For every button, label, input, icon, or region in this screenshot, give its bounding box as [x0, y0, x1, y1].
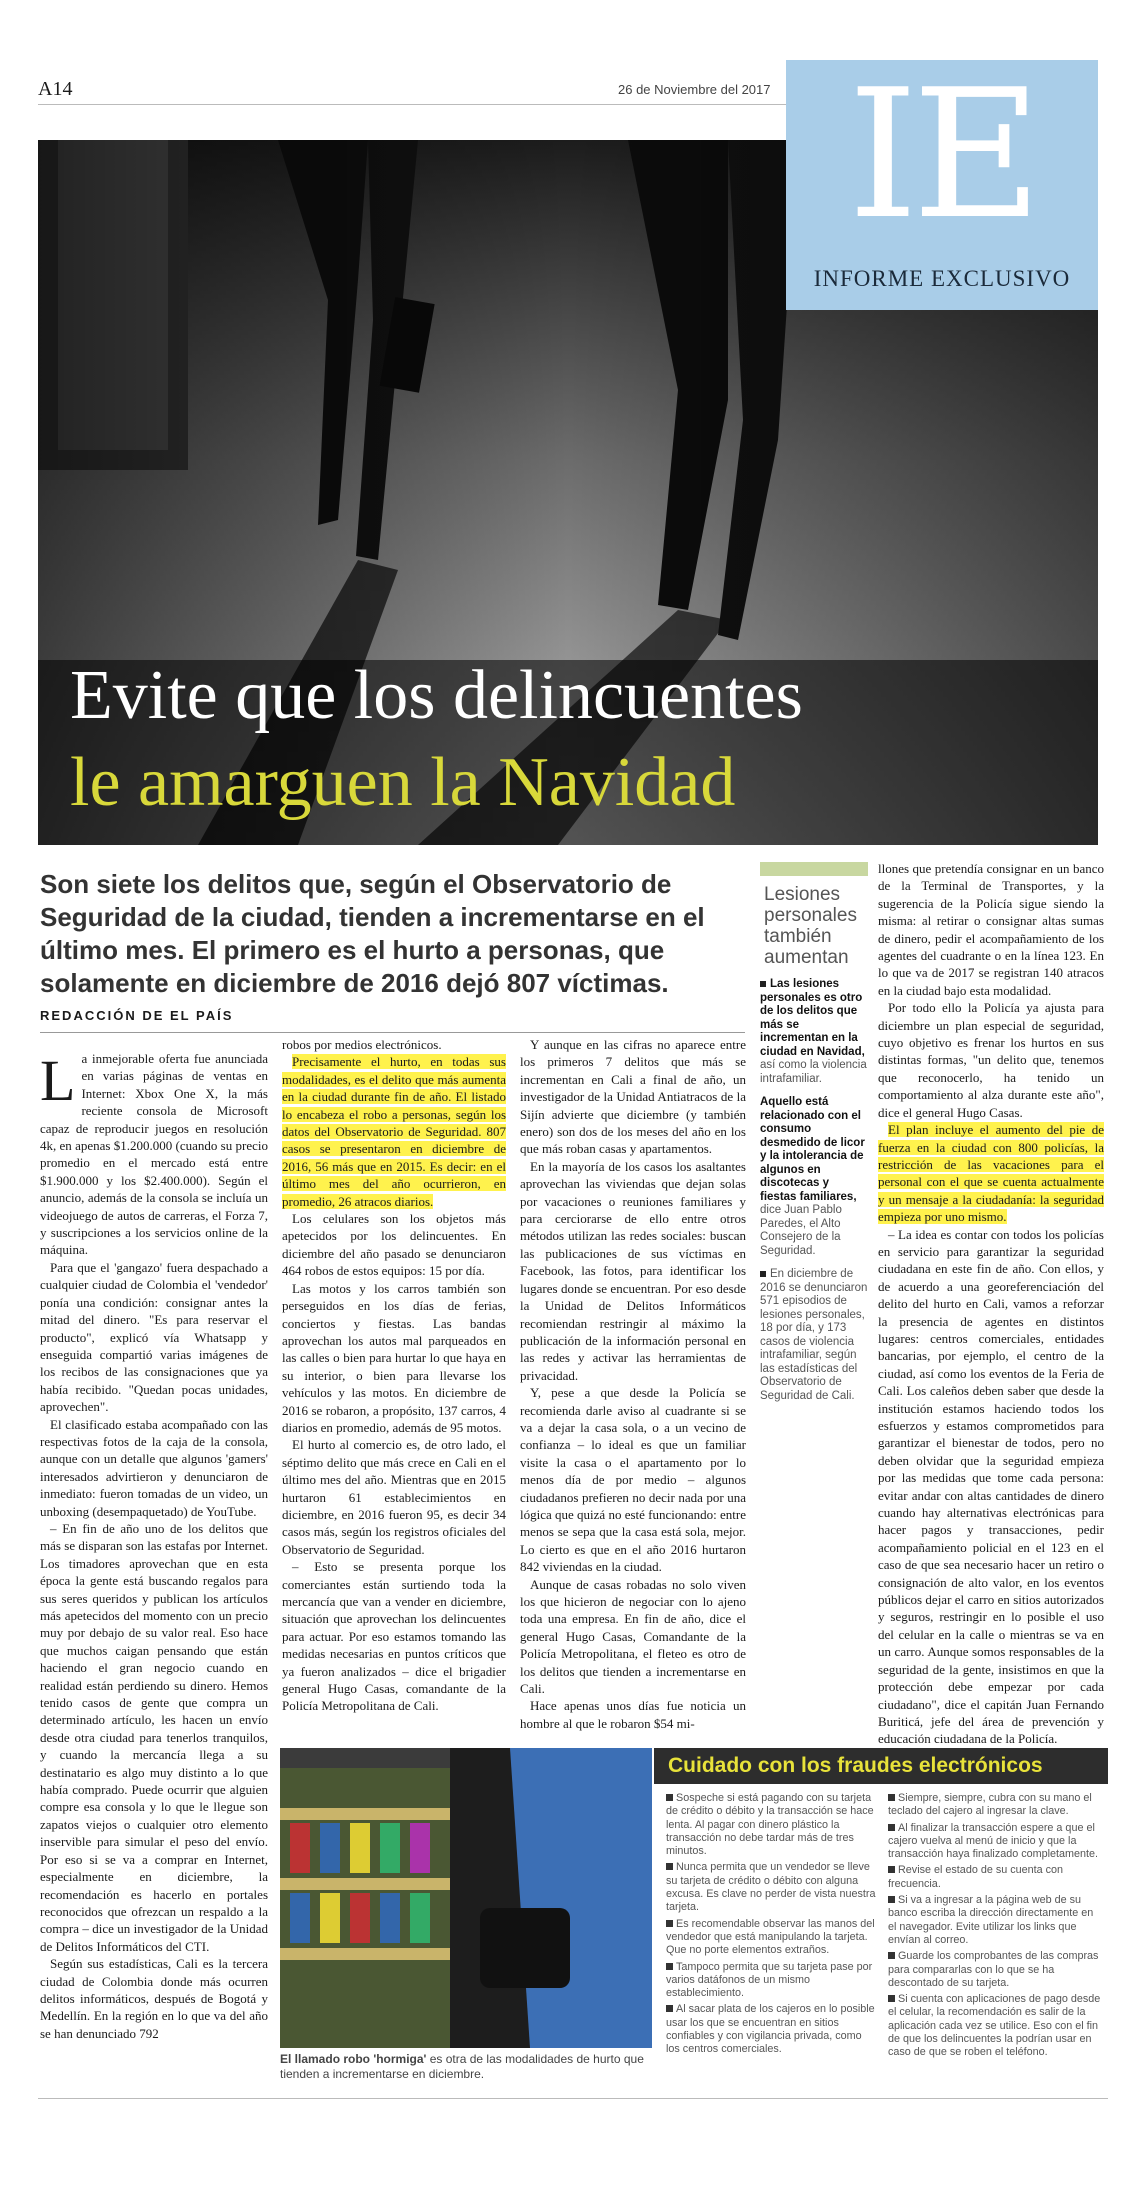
sidebar-item	[760, 1096, 868, 1258]
fraud-tip-text: Si cuenta con aplicaciones de pago desde el celular, la recomendación es salir de la aplicación cada vez se utilice. Eso con el fin de que los delincuentes la podrían usar en caso de que se roben el teléfono.	[888, 1993, 1101, 2059]
article-column-2	[282, 1036, 506, 1715]
paragraph: Las motos y los carros también son perseguidos en los días de ferias, conciertos y fiestas. Las bandas aprovechan los autos mal parqueados en las calles o bien para hurtar lo que haya en su interior, o bien para llevarse los vehículos y las motos. En diciembre de 2016 se robaron, a propósito, 137 carros, 4 diarios en promedio, además de 95 motos.	[282, 1280, 506, 1435]
logo-letters: IE	[847, 51, 1037, 258]
fraud-tip-text: Guarde los comprobantes de las compras para compararlas con lo que se ha descontado de su tarjeta.	[888, 1950, 1099, 1989]
fraud-tips-right	[888, 1792, 1102, 2063]
bullet-square-icon	[666, 1794, 673, 1801]
byline-rule	[40, 1032, 745, 1033]
paragraph: Según sus estadísticas, Cali es la tercera ciudad de Colombia donde más ocurren delitos informáticos, después de Bogotá y Medellín. En la región en lo que va del año se han denunciado 792	[40, 1956, 268, 2041]
paragraph: Los celulares son los objetos más apetecidos por los delincuentes. En diciembre del año pasado se denunciaron 464 robos de estos equipos: 15 por día.	[282, 1211, 506, 1279]
bullet-square-icon	[888, 1824, 895, 1831]
photo-caption	[280, 2052, 652, 2082]
caption-text: es otra de las modalidades de hurto que tienden a incrementarse en diciembre.	[280, 2052, 644, 2081]
fraud-tip-text: Al finalizar la transacción espere a que el cajero vuelva al menú de inicio y que la transacción haya finalizado completamente.	[888, 1821, 1099, 1861]
bullet-square-icon	[666, 1920, 673, 1927]
paragraph: En la mayoría de los casos los asaltantes aprovechan las viviendas que dejan solas por vacaciones o reuniones familiares y para cerciorarse de ello entre otros métodos utilizan las redes sociales: buscan las publicaciones de sus víctimas en Facebook, las fotos, para identificar los lugares donde se encuentran. Por eso desde la Unidad de Delitos Informáticos recomiendan restringir al máximo la publicación de la información personal en las redes y activar las herramientas de privacidad.	[520, 1158, 746, 1383]
fraud-tip	[666, 1792, 876, 1858]
fraud-tip	[666, 1961, 876, 2001]
headline-line-1: Evite que los delincuentes	[70, 657, 803, 734]
fraud-tip-text: Si va a ingresar a la página web de su banco escriba la dirección directamente en el navegador. Evite utilizar los links que envían al correo.	[888, 1894, 1094, 1946]
highlighted-text: Precisamente el hurto, en todas sus modalidades, es el delito que más aumenta en la ciudad durante fin de año. El listado lo encabeza el robo a personas, según los datos del Observatorio de Seguridad. 807 casos se presentaron en diciembre de 2016, 56 más que en 2015. Es decir: en el último mes del año ocurrieron, en promedio, 26 atracos diarios.	[282, 1054, 506, 1209]
paragraph: robos por medios electrónicos.	[282, 1037, 442, 1052]
paragraph: Y aunque en las cifras no aparece entre los primeros 7 delitos que más se incrementan en Cali a final de año, un investigador de la Unidad Antiatracos de la Sijín advierte que diciembre (y también enero) son dos de los meses del año en los que más roban casas y apartamentos.	[520, 1037, 746, 1157]
highlighted-text: El plan incluye el aumento del pie de fuerza en la ciudad con 800 policías, la restricción de las vacaciones para el personal con el que se cuenta actualmente y un mensaje a la ciudadanía: la seguridad empieza por uno mismo.	[878, 1122, 1104, 1225]
fraud-tip	[666, 1918, 876, 1958]
paragraph: – En fin de año uno de los delitos que más se disparan son las estafas por Internet. Los timadores aprovechan que en esta época la gente está buscando regalos para sus seres queridos y publican los artículos más apetecidos del momento con un precio muy por debajo de su valor real. Eso hace que muchos caigan pensando que están haciendo el gran negocio cuando en realidad están perdiendo su dinero. Hemos tenido casos de gente que compra un determinado artículo, les hacen un envío desde otra ciudad para tenerlos tranquilos, y cuando la mercancía llega a su destinatario es algo muy distinto a lo que había comprado. Puede ocurrir que alguien compre esa consola y lo que le llegue son zapatos viejos o cualquier otro elemento inservible para simular el peso del envío. Por eso si se va a comprar en Internet, especialmente en diciembre, la recomendación es hacerlo en portales reconocidos que ofrezcan un respaldo a la compra – dice un investigador de la Unidad de Delitos Informáticos del CTI.	[40, 1520, 268, 1954]
fraud-tip-text: Revise el estado de su cuenta con frecuencia.	[888, 1864, 1064, 1890]
sidebar-item-text: así como la violencia intrafamiliar.	[760, 1059, 867, 1085]
fraud-box-title: Cuidado con los fraudes electrónicos	[654, 1748, 1108, 1784]
fraud-tip-text: Es recomendable observar las manos del vendedor que está manipulando la tarjeta. Que no porte elementos extraños.	[666, 1917, 875, 1957]
sidebar-item-text: En diciembre de 2016 se denunciaron 571 episodios de lesiones personales, 18 por día, y 173 casos de violencia intrafamiliar, según las estadísticas del Observatorio de Seguridad de Cali.	[760, 1268, 868, 1402]
fraud-tip	[888, 1894, 1102, 1947]
article-column-3	[520, 1036, 746, 1732]
fraud-tip-text: Tampoco permita que su tarjeta pase por varios datáfonos de un mismo establecimiento.	[666, 1960, 873, 2000]
paragraph: El clasificado estaba acompañado con las respectivas fotos de la caja de la consola, aunque con un detalle que algunos 'gamers' interesados advirtieron y denunciaron de inmediato: fueron tomadas de un video, un unboxing (desempaquetado) de YouTube.	[40, 1416, 268, 1519]
paragraph: Y, pese a que desde la Policía se recomienda darle aviso al cuadrante si se va a dejar la casa sola, o a un vecino de confianza – lo ideal es que un familiar visite la casa o el apartamento por lo menos día de por medio – algunos ciudadanos prefieren no decir nada por una lógica que quizá no esté funcionando: entre menos se sepa que la casa está sola, mejor. Lo cierto es que en el año 2016 hurtaron 842 viviendas en la ciudad.	[520, 1385, 746, 1575]
bullet-square-icon	[666, 1863, 673, 1870]
informe-exclusivo-logo	[786, 51, 1098, 310]
paragraph: – La idea es contar con todos los policías en servicio para garantizar la seguridad ciudadana en este fin de año. Con ellos, y de acuerdo a una georeferenciación del delito del hurto en Cali, vamos a reforzar la presencia de agentes en distintos lugares: centros comerciales, entidades bancarias, por ejemplo, el centro de la ciudad, así como los eventos de la Feria de Cali. Los caleños deben saber que desde la institución estamos haciendo todos los esfuerzos y estamos comprometidos para garantizar el bienestar de todos, pero no deben olvidar que la seguridad empieza por las medidas que tome cada persona: evitar andar con altas cantidades de dinero cuando hay alternativas electrónicas para hacer pagos y transacciones, pedir acompañamiento policial en el 123 en el caso de que sea necesario hacer un retiro o consignación de alto valor, en los eventos públicos dejar el carro en sitios autorizados y seguros, restringir en lo posible el uso del celular en la calle o mientras se va en un carro. Aunque somos responsables de la seguridad de la gente, insistimos en que la protección debe empezar por cada ciudadano", dice el capitán Juan Fernando Buriticá, jefe del área de prevención y educación ciudadana de la Policía.	[878, 1226, 1104, 1747]
sidebar-item	[760, 1268, 868, 1403]
article-column-1	[40, 1050, 268, 2042]
fraud-tip-text: Al sacar plata de los cajeros en lo posible usar los que se encuentran en sitios confiables y con vigilancia privada, como los centros comerciales.	[666, 2003, 875, 2056]
bullet-square-icon	[760, 1271, 766, 1277]
bullet-square-icon	[888, 1794, 895, 1801]
bullet-square-icon	[760, 981, 766, 987]
fraud-tip	[666, 2003, 876, 2056]
logo-subtitle: INFORME EXCLUSIVO	[813, 266, 1071, 291]
page-number: A14	[38, 78, 73, 100]
sidebar-item-bold: Aquello está relacionado con el consumo desmedido de licor y la intolerancia de algunos en discotecas y fiestas familiares,	[760, 1096, 865, 1203]
paragraph: llones que pretendía consignar en un banco de la Terminal de Transportes, y la sugerencia de la Policía sigue siendo la misma: al retirar o consignar altas sumas de dinero, pedir el acompañamiento de los agentes del cuadrante o en la línea 123. En lo que va de 2017 se registran 140 atracos en la ciudad bajo esta modalidad.	[878, 861, 1104, 998]
footer-rule	[38, 2098, 1108, 2099]
sidebar-lesiones	[760, 862, 868, 1413]
paragraph: Para que el 'gangazo' fuera despachado a cualquier ciudad de Colombia el 'vendedor' ponía una condición: consignar antes la mitad del dinero. "Es para reservar el producto", explicó vía Whatsapp y enseguida compartió varias imágenes de los recibos de las consignaciones que ya había recibido. "Quedan pocas unidades, aprovechen".	[40, 1259, 268, 1415]
bullet-square-icon	[888, 1995, 895, 2002]
paragraph: Aunque de casas robadas no solo viven los que hicieron de negociar con lo ajeno toda una empresa. En fin de año, dice el general Hugo Casas, Comandante de la Policía Metropolitana, el fleteo es otro de los delitos que tienden a incrementarse en Cali.	[520, 1576, 746, 1697]
bullet-square-icon	[666, 1963, 673, 1970]
fraud-tip	[888, 1822, 1102, 1862]
sidebar-color-bar	[760, 862, 868, 876]
byline: REDACCIÓN DE EL PAÍS	[40, 1008, 234, 1023]
sidebar-item-text: dice Juan Pablo Paredes, el Alto Consejero de la Seguridad.	[760, 1204, 842, 1257]
drop-cap: L	[40, 1048, 76, 1113]
bullet-square-icon	[666, 2005, 673, 2012]
paragraph: El hurto al comercio es, de otro lado, el séptimo delito que más crece en Cali en el último mes del año. Mientras que en 2015 hurtaron 61 establecimientos en diciembre, en 2016 fueron 95, es decir 34 casos más, según los registros oficiales del Observatorio de Seguridad.	[282, 1437, 506, 1557]
sidebar-item	[760, 978, 868, 1086]
paragraph: a inmejorable oferta fue anunciada en varias páginas de ventas en Internet: Xbox One X, la más reciente consola de Microsoft capaz de reproducir juegos en resolución 4k, en apenas $1.200.000 (cuando su precio promedio en el mercado está entre $1.900.000 y los $2.400.000). Según el anuncio, además de la consola se incluía un videojuego de autos de carreras, el Forza 7, y suscripciones a los servicios online de la máquina.	[40, 1051, 268, 1258]
article-column-4	[878, 860, 1104, 1748]
issue-date: 26 de Noviembre del 2017	[618, 82, 771, 97]
bullet-square-icon	[888, 1866, 895, 1873]
fraud-tip	[666, 1861, 876, 1914]
bullet-square-icon	[888, 1952, 895, 1959]
fraud-tip-text: Nunca permita que un vendedor se lleve su tarjeta de crédito o débito con alguna excusa. Es clave no perder de vista nuestra tarjeta.	[666, 1861, 876, 1914]
fraud-tip-text: Siempre, siempre, cubra con su mano el teclado del cajero al ingresar la clave.	[888, 1792, 1092, 1818]
header-rule	[38, 104, 798, 105]
supermarket-photo	[280, 1748, 652, 2048]
bullet-square-icon	[888, 1896, 895, 1903]
paragraph: Hace apenas unos días fue noticia un hombre al que le robaron $54 mi-	[520, 1698, 746, 1731]
paragraph: Por todo ello la Policía ya ajusta para diciembre un plan especial de seguridad, cuyo objetivo es frenar los hurtos en sus distintas formas, "un delito que, tenemos que reconocerlo, ha tenido un comportamiento al alza durante este año", dice el general Hugo Casas.	[878, 1000, 1104, 1120]
sidebar-item-bold: Las lesiones personales es otro de los delitos que más se incrementan en la ciudad en Navidad,	[760, 978, 865, 1058]
paragraph: – Esto se presenta porque los comerciantes están surtiendo toda la mercancía que van a vender en diciembre, situación que aprovechan los delincuentes para actuar. Por eso estamos tomando las medidas necesarias en puntos críticos que ya fueron analizados – dice el brigadier general Hugo Casas, comandante de la Policía Metropolitana de Cali.	[282, 1559, 506, 1714]
fraud-tips-left	[666, 1792, 876, 2060]
fraud-tip	[888, 1950, 1102, 1990]
caption-bold: El llamado robo 'hormiga'	[280, 2052, 427, 2066]
fraud-tip	[888, 1993, 1102, 2059]
headline-line-2: le amarguen la Navidad	[70, 744, 736, 821]
sidebar-title: Lesiones personales también aumentan	[764, 884, 857, 968]
fraud-tip-text: Sospeche si está pagando con su tarjeta de crédito o débito y la transacción se hace lenta. Al pagar con dinero plástico la transacción no debe tardar más de tres minutos.	[666, 1792, 874, 1858]
fraud-tip	[888, 1864, 1102, 1891]
shop-theft-image	[280, 1748, 652, 2048]
deck-summary: Son siete los delitos que, según el Observatorio de Seguridad de la ciudad, tienden a incrementarse en el último mes. El primero es el hurto a personas, que solamente en diciembre de 2016 dejó 807 víctimas.	[40, 869, 705, 998]
fraud-tip	[888, 1792, 1102, 1819]
